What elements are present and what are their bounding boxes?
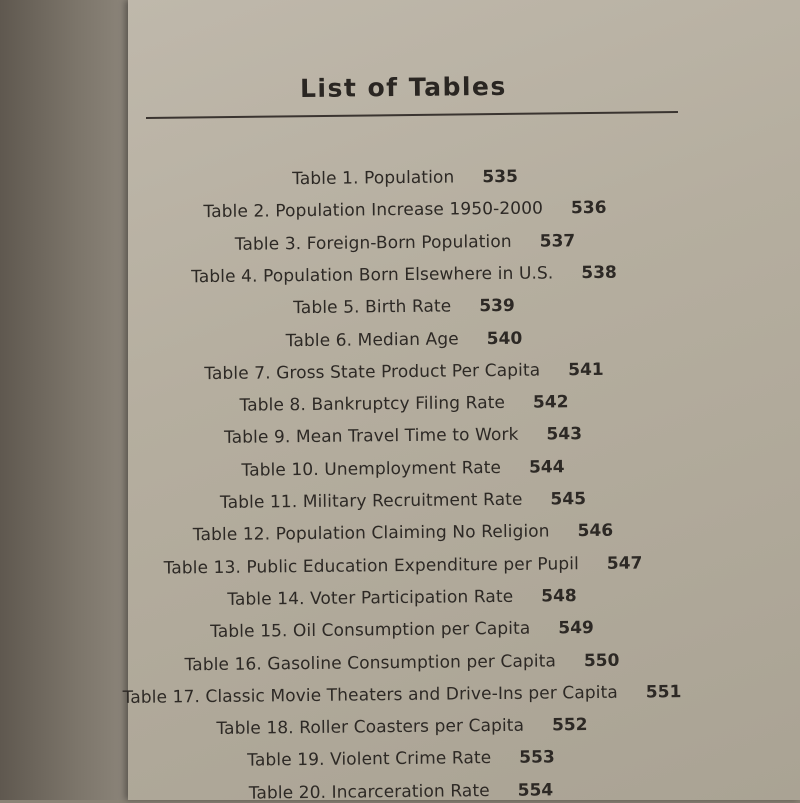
table-entry-title: Table 10. Unemployment Rate — [241, 457, 502, 481]
table-entry-title: Table 16. Gasoline Consumption per Capita — [184, 650, 557, 675]
table-entry-page: 552 — [551, 715, 588, 736]
table-entry-page: 549 — [558, 618, 595, 639]
table-entry-title: Table 20. Incarceration Rate — [248, 780, 491, 803]
table-entry-page: 553 — [519, 747, 556, 769]
table-entry-page: 535 — [482, 166, 518, 188]
table-entry — [228, 586, 578, 610]
table-entry-title: Table 1. Population — [292, 167, 455, 190]
book-gutter-shadow — [0, 0, 132, 800]
table-entry — [248, 748, 556, 771]
table-entry — [286, 328, 523, 350]
table-entry-title: Table 9. Mean Travel Time to Work — [224, 425, 519, 449]
table-entry-title: Table 18. Roller Coasters per Capita — [215, 715, 524, 740]
table-entry-title: Table 12. Population Claiming No Religion — [192, 521, 550, 546]
table-entry-title: Table 3. Foreign-Born Population — [234, 231, 512, 255]
table-entry-page: 547 — [606, 553, 643, 574]
table-entry-title: Table 13. Public Education Expenditure per Pupil — [163, 553, 579, 579]
table-entry-page: 536 — [570, 198, 607, 219]
table-entry — [234, 231, 575, 255]
table-entry — [239, 392, 568, 415]
table-entry-page: 548 — [541, 586, 578, 607]
table-entry-page: 539 — [479, 296, 516, 317]
table-entry-title: Table 11. Military Recruitment Rate — [219, 489, 523, 513]
table-entry-title: Table 17. Classic Movie Theaters and Drive-Ins per Capita — [122, 682, 618, 708]
table-entry-page: 543 — [546, 424, 583, 445]
table-entry — [292, 167, 518, 189]
table-entry-page: 540 — [486, 328, 523, 349]
table-entry-title: Table 14. Voter Participation Rate — [227, 586, 514, 610]
table-entry-title: Table 5. Birth Rate — [293, 296, 452, 319]
table-entry — [184, 650, 619, 675]
table-entry — [216, 715, 587, 739]
table-entry — [220, 489, 586, 513]
table-entry-page: 546 — [577, 521, 614, 542]
table-entry-title: Table 8. Bankruptcy Filing Rate — [239, 393, 505, 416]
table-entry — [210, 618, 594, 642]
table-entry-page: 544 — [529, 456, 565, 478]
table-entry-title: Table 7. Gross State Product Per Capita — [203, 360, 541, 384]
table-entry-page: 537 — [539, 230, 575, 252]
table-entry-page: 545 — [550, 489, 587, 510]
table-entry-title: Table 15. Oil Consumption per Capita — [210, 618, 531, 643]
table-entry-title: Table 19. Violent Crime Rate — [247, 748, 492, 772]
table-entry — [242, 457, 565, 480]
table-entry-page: 538 — [581, 262, 618, 284]
table-entry-page: 550 — [583, 650, 620, 671]
table-entry — [204, 360, 604, 384]
table-entry-title: Table 2. Population Increase 1950-2000 — [203, 198, 543, 223]
table-entry-title: Table 4. Population Born Elsewhere in U.S. — [191, 263, 554, 288]
table-entry-page: 541 — [567, 359, 604, 381]
table-entry-title: Table 6. Median Age — [285, 328, 459, 351]
table-entry-page: 554 — [517, 780, 554, 801]
table-entry — [293, 296, 515, 318]
page-heading: List of Tables — [299, 71, 507, 103]
table-entry-page: 551 — [645, 681, 682, 703]
table-entry-page: 542 — [532, 392, 569, 413]
